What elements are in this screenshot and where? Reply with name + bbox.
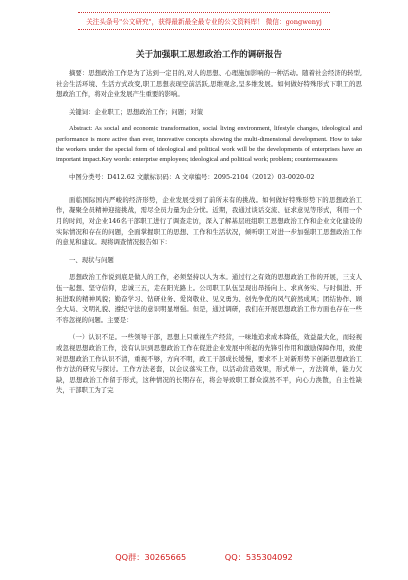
abstract-cn: 摘要：思想政治工作是为了达到一定目的,对人的思想、心理施加影响的一种活动。随着社会经济的转型,社会生活环境、生活方式改变,职工思想表现空前活跃,思维观念,呈多维发展。如何做好特殊形式下职工的思想政治工作，将对企业发展产生重要的影响。 [56, 69, 362, 99]
footer-qq-group: QQ群：30265665 [115, 552, 187, 562]
intro-paragraph: 面临国际国内严峻的经济形势，企业发展受到了前所未有的挑战。如何做好特殊形势下的思想政治工作，凝聚全员精神迎接挑战，需尽全员力量为企分忧。近期，我通过谈话交流、征求意见等形式，利用一个月的时间，对企业146名干部职工进行了调查走访，深入了解基层班组职工思想政治工作和企业文化建设的实际情况和存在的问题，全面掌握职工的思想、工作和生活状况，倾听职工对进一步加强职工思想政治工作的意见和建议。现将调查情况报告如下： [56, 195, 362, 247]
keywords-cn: 关键词：企业职工；思想政治工作；问题；对策 [69, 107, 204, 116]
footer-qq: QQ：535304092 [224, 552, 293, 562]
body-paragraph-1: 思想政治工作说到底是做人的工作，必须坚持以人为本。通过行之有效的思想政治工作的开展，三支人伍一起想、坚守信仰，忠诚三五，走在阳光路上。公司职工队伍呈现出昂扬向上、求真务实、与时俱进、开拓进取的精神风貌；勤奋学习、钻研业务、爱岗敬业、见义勇为、创先争优的风气蔚然成风；团结协作、顾全大局、文明礼貌、遵纪守法的意识明显增强。但是，通过调研，我们在开展思想政治工作方面也存在一些不容忽视的问题。主要是： [56, 273, 362, 324]
banner-text: 关注头条号"公文研究"，获得最新最全最专业的公文资料库！ 微信：gongwenyj [78, 12, 330, 30]
classification-line: 中图分类号：D412.62 文献标识码：A 文章编号：2095-2104（2012）03-0020-02 [69, 173, 315, 182]
document-body [56, 46, 362, 396]
abstract-en: Abstract: As social and economic transformation, social living environment, lifestyle changes, ideological and performance is more active than ever, innovative concepts showing the multi-dimensional development. How to take the workers under the special form of ideological and political work will be the developments of enterprises have an important impact.Key words: enterprise employees; ideological and political work; problem; countermeasures [56, 125, 362, 163]
section-heading: 一、现状与问题 [69, 255, 114, 264]
document-title: 关于加强职工思想政治工作的调研报告 [135, 50, 283, 60]
top-banner [0, 0, 408, 44]
body-paragraph-2: （一）认识不足。一些领导干部，思想上只重视生产经营，一味地追求成本降低，效益最大化，而轻视或忽视思想政治工作，没有认识到思想政治工作在促进企业发展中所起的先锋引作用和激励保障作用，致使对思想政治工作认识不清，重视不够，方向不明，政工干部成长缓慢，要求不上对新形势下创新思想政治工作方法的研究与探讨。工作方法老套，以会议落实工作，以活动营造效果，形式单一，方法简单，能力欠缺，思想政治工作留于形式，这种情况的长期存在，将会导致职工群众漠然不平，向心力涣散，自主性缺失，干部职工为了完 [56, 333, 362, 395]
footer-contacts [0, 552, 408, 563]
